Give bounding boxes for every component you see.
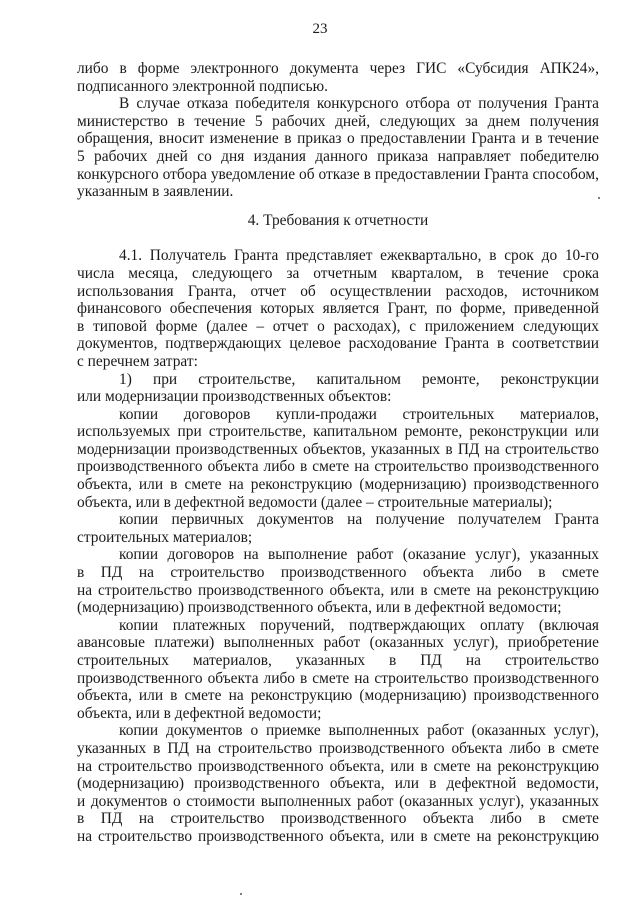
text-line: копии договоров купли-продажи строительных материалов, <box>119 405 599 423</box>
text-line: строительных материалов; <box>77 528 253 546</box>
text-line: подписанного электронной подписью. <box>77 77 328 95</box>
text-line: объекта, или в дефектной ведомости (далее – строительные материалы); <box>77 493 553 511</box>
paragraph-reporting <box>77 247 599 370</box>
text-line: В случае отказа победителя конкурсного отбора от получения Гранта <box>119 95 599 113</box>
paragraph-primary-documents <box>77 511 599 546</box>
text-line: (модернизацию) производственного объекта, или в дефектной ведомости; <box>77 599 562 617</box>
text-line: с перечнем затрат: <box>77 352 198 370</box>
scan-speck <box>240 893 242 895</box>
text-line: в ПД на строительство производственного объекта либо в смете <box>77 810 599 828</box>
section-heading: 4. Требования к отчетности <box>247 211 429 229</box>
text-line: указанным в заявлении. <box>77 183 234 201</box>
document-body <box>77 60 599 846</box>
text-line: производственного объекта либо в смете на строительство производственного <box>77 669 599 687</box>
text-line: копии договоров на выполнение работ (оказание услуг), указанных <box>119 546 599 564</box>
text-line: в ПД на строительство производственного объекта либо в смете <box>77 564 599 582</box>
text-line: копии платежных поручений, подтверждающих оплату (включая <box>119 616 599 634</box>
text-line: указанных в ПД на строительство производственного объекта либо в смете <box>77 739 599 757</box>
text-line: производственного объекта либо в смете на строительство производственного <box>77 458 599 476</box>
page-number: 23 <box>312 21 328 37</box>
text-line: объекта, или в смете на реконструкцию (модернизацию) производственного <box>77 687 599 705</box>
paragraph-work-contracts <box>77 546 599 616</box>
paragraph-continuation <box>77 60 599 95</box>
text-line: используемых при строительстве, капитальном ремонте, реконструкции или <box>77 423 599 441</box>
text-line: на строительство производственного объекта, или в смете на реконструкцию <box>77 581 599 599</box>
text-line: 4.1. Получатель Гранта представляет ежеквартально, в срок до 10-го <box>119 247 599 265</box>
text-line: 5 рабочих дней со дня издания данного приказа направляет победителю <box>77 147 599 165</box>
text-line: и документов о стоимости выполненных работ (оказанных услуг), указанных <box>77 792 599 810</box>
text-line: конкурсного отбора уведомление об отказе в предоставлении Гранта способом, <box>77 165 599 183</box>
paragraph-payment-orders <box>77 617 599 723</box>
text-line: финансового обеспечения которых является Грант, по форме, приведенной <box>77 300 599 318</box>
text-line: в типовой форме (далее – отчет о расходах), с приложением следующих <box>77 317 599 335</box>
text-line: объекта, или в дефектной ведомости; <box>77 704 322 722</box>
scan-speck <box>598 197 600 199</box>
text-line: строительных материалов, указанных в ПД на строительство <box>77 652 599 669</box>
text-line: на строительство производственного объекта, или в смете на реконструкцию <box>77 827 599 845</box>
text-line: либо в форме электронного документа через ГИС «Субсидия АПК24», <box>77 60 599 77</box>
text-line: копии документов о приемке выполненных работ (оказанных услуг), <box>119 722 599 740</box>
text-line: или модернизации производственных объектов: <box>77 388 392 406</box>
text-line: (модернизацию) производственного объекта, или в дефектной ведомости, <box>77 775 599 793</box>
paragraph-material-contracts <box>77 406 599 512</box>
text-line: 1) при строительстве, капитальном ремонте, реконструкции <box>119 370 599 388</box>
text-line: авансовые платежи) выполненных работ (оказанных услуг), приобретение <box>77 634 599 652</box>
text-line: объекта, или в смете на реконструкцию (модернизацию) производственного <box>77 476 599 494</box>
paragraph-acceptance-documents <box>77 722 599 845</box>
text-line: министерство в течение 5 рабочих дней, следующих за днем получения <box>77 112 599 130</box>
text-line: обращения, вносит изменение в приказ о предоставлении Гранта и в течение <box>77 130 599 148</box>
text-line: числа месяца, следующего за отчетным кварталом, в течение срока <box>77 264 599 282</box>
text-line: на строительство производственного объекта, или в смете на реконструкцию <box>77 757 599 775</box>
text-line: модернизации производственных объектов, указанных в ПД на строительство <box>77 440 599 458</box>
list-item-construction <box>77 371 599 406</box>
text-line: копии первичных документов на получение получателем Гранта <box>119 511 599 529</box>
text-line: документов, подтверждающих целевое расходование Гранта в соответствии <box>77 335 599 353</box>
paragraph-refusal <box>77 95 599 201</box>
text-line: использования Гранта, отчет об осуществлении расходов, источником <box>77 282 599 300</box>
